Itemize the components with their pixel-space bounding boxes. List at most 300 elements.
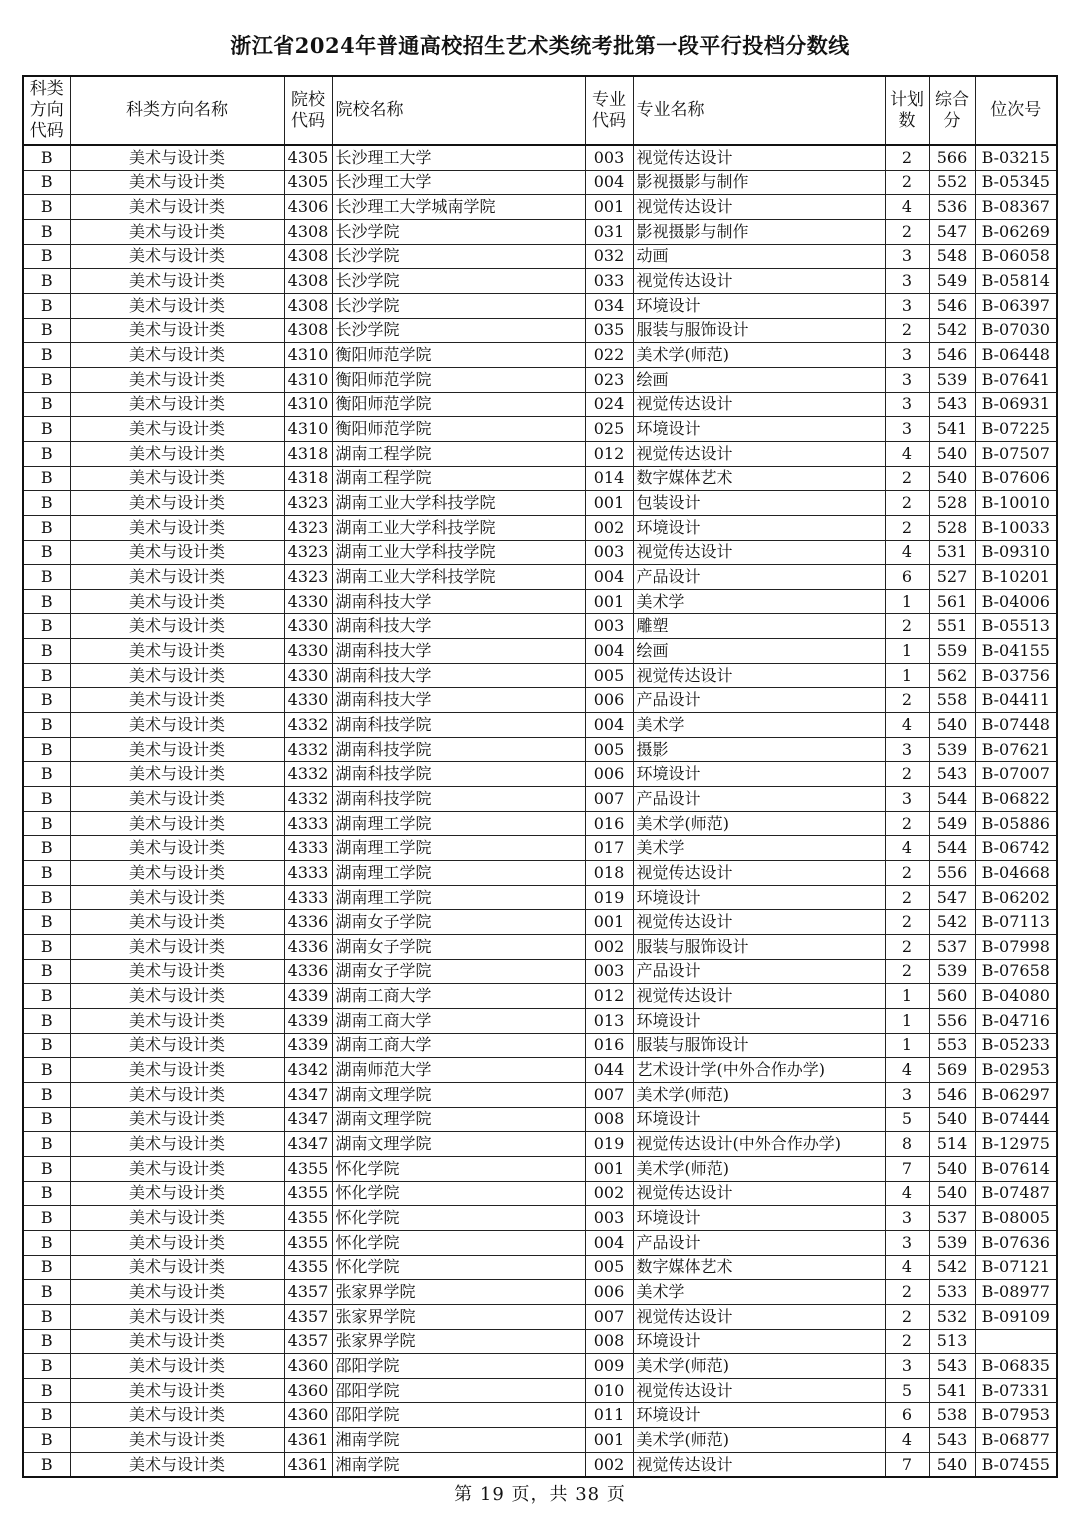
score-cell: 544 [929,836,975,861]
page-title: 浙江省2024年普通高校招生艺术类统考批第一段平行投档分数线 [230,33,850,58]
school-code-cell: 4330 [284,639,332,664]
school-code-cell: 4333 [284,811,332,836]
school-name-cell: 湖南工程学院 [332,466,585,491]
major-name-cell: 环境设计 [633,293,885,318]
dir-code-cell: B [23,293,70,318]
score-cell: 532 [929,1304,975,1329]
major-name-cell: 服装与服饰设计 [633,935,885,960]
score-table [22,75,1058,1478]
school-code-cell: 4342 [284,1058,332,1083]
score-cell: 531 [929,540,975,565]
dir-code-cell: B [23,639,70,664]
school-code-cell: 4308 [284,293,332,318]
dir-name-cell: 美术与设计类 [70,614,284,639]
school-name-cell: 怀化学院 [332,1255,585,1280]
dir-name-cell: 美术与设计类 [70,1255,284,1280]
dir-code-cell: B [23,1156,70,1181]
rank-cell: B-09109 [975,1304,1057,1329]
school-name-cell: 湖南科技大学 [332,688,585,713]
plan-cell: 2 [885,219,929,244]
table-row [23,614,1057,639]
table-row [23,984,1057,1009]
rank-cell: B-05513 [975,614,1057,639]
plan-cell: 6 [885,1403,929,1428]
major-name-cell: 产品设计 [633,787,885,812]
major-name-cell: 包装设计 [633,491,885,516]
school-name-cell: 长沙学院 [332,293,585,318]
school-name-cell: 衡阳师范学院 [332,417,585,442]
table-header [23,76,1057,145]
dir-code-cell: B [23,1033,70,1058]
plan-cell: 7 [885,1452,929,1477]
dir-code-cell: B [23,1428,70,1453]
school-name-cell: 湖南女子学院 [332,935,585,960]
school-name-cell: 湖南工业大学科技学院 [332,515,585,540]
plan-cell: 2 [885,935,929,960]
dir-code-cell: B [23,1329,70,1354]
school-name-cell: 湘南学院 [332,1428,585,1453]
dir-code-cell: B [23,491,70,516]
rank-cell: B-07444 [975,1107,1057,1132]
table-row [23,515,1057,540]
school-code-cell: 4310 [284,367,332,392]
dir-code-cell: B [23,811,70,836]
major-code-cell: 007 [585,787,633,812]
rank-cell: B-04716 [975,1008,1057,1033]
major-name-cell: 视觉传达设计 [633,663,885,688]
dir-name-cell: 美术与设计类 [70,1107,284,1132]
rank-cell: B-06058 [975,244,1057,269]
dir-code-cell: B [23,1255,70,1280]
plan-cell: 2 [885,959,929,984]
rank-cell: B-05233 [975,1033,1057,1058]
plan-cell: 2 [885,318,929,343]
dir-code-cell: B [23,589,70,614]
school-code-cell: 4330 [284,589,332,614]
school-code-cell: 4306 [284,195,332,220]
dir-code-cell: B [23,318,70,343]
rank-cell [975,1329,1057,1354]
major-code-cell: 001 [585,195,633,220]
major-name-cell: 环境设计 [633,1329,885,1354]
major-name-cell: 美术学(师范) [633,811,885,836]
major-name-cell: 产品设计 [633,1230,885,1255]
rank-cell: B-06448 [975,343,1057,368]
major-name-cell: 动画 [633,244,885,269]
major-code-cell: 005 [585,737,633,762]
table-row [23,885,1057,910]
dir-name-cell: 美术与设计类 [70,885,284,910]
major-name-cell: 产品设计 [633,959,885,984]
rank-cell: B-07621 [975,737,1057,762]
rank-cell: B-05345 [975,170,1057,195]
plan-cell: 2 [885,614,929,639]
major-code-cell: 003 [585,1206,633,1231]
plan-cell: 2 [885,1329,929,1354]
major-name-cell: 摄影 [633,737,885,762]
rank-cell: B-07658 [975,959,1057,984]
dir-name-cell: 美术与设计类 [70,244,284,269]
school-code-cell: 4357 [284,1304,332,1329]
dir-name-cell: 美术与设计类 [70,417,284,442]
school-name-cell: 长沙学院 [332,318,585,343]
school-name-cell: 湖南科技学院 [332,762,585,787]
header-major-name: 专业名称 [633,76,885,145]
rank-cell: B-07641 [975,367,1057,392]
dir-code-cell: B [23,663,70,688]
major-name-cell: 产品设计 [633,688,885,713]
rank-cell: B-05814 [975,269,1057,294]
rank-cell: B-10010 [975,491,1057,516]
table-row [23,318,1057,343]
score-cell: 559 [929,639,975,664]
rank-cell: B-12975 [975,1132,1057,1157]
school-name-cell: 湖南工商大学 [332,1008,585,1033]
dir-name-cell: 美术与设计类 [70,861,284,886]
table-row [23,589,1057,614]
major-code-cell: 022 [585,343,633,368]
dir-name-cell: 美术与设计类 [70,392,284,417]
score-cell: 537 [929,935,975,960]
plan-cell: 2 [885,885,929,910]
plan-cell: 5 [885,1378,929,1403]
table-body [23,145,1057,1477]
header-dir-name: 科类方向名称 [70,76,284,145]
school-code-cell: 4308 [284,219,332,244]
school-name-cell: 怀化学院 [332,1230,585,1255]
major-name-cell: 视觉传达设计 [633,1181,885,1206]
dir-name-cell: 美术与设计类 [70,836,284,861]
major-name-cell: 美术学 [633,589,885,614]
table-row [23,1304,1057,1329]
dir-code-cell: B [23,417,70,442]
dir-name-cell: 美术与设计类 [70,1428,284,1453]
table-row [23,170,1057,195]
score-cell: 549 [929,811,975,836]
plan-cell: 2 [885,910,929,935]
school-code-cell: 4310 [284,392,332,417]
dir-code-cell: B [23,269,70,294]
dir-code-cell: B [23,1403,70,1428]
table-row [23,244,1057,269]
score-cell: 543 [929,762,975,787]
score-cell: 539 [929,959,975,984]
rank-cell: B-03756 [975,663,1057,688]
dir-name-cell: 美术与设计类 [70,688,284,713]
table-row [23,1181,1057,1206]
table-row [23,1058,1057,1083]
score-cell: 540 [929,713,975,738]
school-code-cell: 4323 [284,515,332,540]
major-code-cell: 014 [585,466,633,491]
rank-cell: B-09310 [975,540,1057,565]
rank-cell: B-03215 [975,145,1057,170]
dir-name-cell: 美术与设计类 [70,1033,284,1058]
rank-cell: B-05886 [975,811,1057,836]
major-code-cell: 006 [585,688,633,713]
dir-code-cell: B [23,1181,70,1206]
table-row [23,1132,1057,1157]
dir-name-cell: 美术与设计类 [70,145,284,170]
major-code-cell: 002 [585,1452,633,1477]
school-name-cell: 邵阳学院 [332,1354,585,1379]
dir-name-cell: 美术与设计类 [70,713,284,738]
school-code-cell: 4355 [284,1230,332,1255]
dir-code-cell: B [23,762,70,787]
major-name-cell: 艺术设计学(中外合作办学) [633,1058,885,1083]
dir-code-cell: B [23,959,70,984]
major-code-cell: 003 [585,614,633,639]
major-name-cell: 环境设计 [633,885,885,910]
school-name-cell: 张家界学院 [332,1329,585,1354]
dir-code-cell: B [23,1354,70,1379]
school-code-cell: 4305 [284,170,332,195]
dir-code-cell: B [23,1107,70,1132]
score-cell: 540 [929,1452,975,1477]
plan-cell: 2 [885,145,929,170]
major-name-cell: 视觉传达设计 [633,1378,885,1403]
table-row [23,1033,1057,1058]
school-code-cell: 4360 [284,1378,332,1403]
plan-cell: 4 [885,441,929,466]
school-name-cell: 怀化学院 [332,1181,585,1206]
plan-cell: 2 [885,1304,929,1329]
score-cell: 558 [929,688,975,713]
major-name-cell: 视觉传达设计 [633,145,885,170]
major-name-cell: 数字媒体艺术 [633,466,885,491]
dir-name-cell: 美术与设计类 [70,787,284,812]
score-cell: 543 [929,1354,975,1379]
score-cell: 562 [929,663,975,688]
dir-code-cell: B [23,1206,70,1231]
school-name-cell: 张家界学院 [332,1280,585,1305]
dir-name-cell: 美术与设计类 [70,1082,284,1107]
table-row [23,663,1057,688]
school-name-cell: 张家界学院 [332,1304,585,1329]
school-code-cell: 4308 [284,269,332,294]
school-code-cell: 4339 [284,1008,332,1033]
major-code-cell: 004 [585,639,633,664]
plan-cell: 2 [885,1280,929,1305]
school-code-cell: 4357 [284,1280,332,1305]
score-cell: 543 [929,1428,975,1453]
dir-name-cell: 美术与设计类 [70,343,284,368]
school-name-cell: 湖南工业大学科技学院 [332,491,585,516]
dir-code-cell: B [23,1378,70,1403]
school-name-cell: 湖南工商大学 [332,1033,585,1058]
major-code-cell: 001 [585,1156,633,1181]
school-code-cell: 4357 [284,1329,332,1354]
major-name-cell: 美术学(师范) [633,1156,885,1181]
table-row [23,836,1057,861]
rank-cell: B-06742 [975,836,1057,861]
school-code-cell: 4330 [284,688,332,713]
score-cell: 561 [929,589,975,614]
plan-cell: 4 [885,540,929,565]
table-row [23,1452,1057,1477]
rank-cell: B-06297 [975,1082,1057,1107]
plan-cell: 1 [885,639,929,664]
major-code-cell: 004 [585,713,633,738]
school-code-cell: 4336 [284,935,332,960]
major-name-cell: 美术学 [633,1280,885,1305]
dir-code-cell: B [23,1230,70,1255]
dir-name-cell: 美术与设计类 [70,367,284,392]
rank-cell: B-06822 [975,787,1057,812]
score-cell: 542 [929,1255,975,1280]
rank-cell: B-07636 [975,1230,1057,1255]
table-row [23,1378,1057,1403]
major-name-cell: 环境设计 [633,762,885,787]
table-row [23,466,1057,491]
school-code-cell: 4360 [284,1354,332,1379]
school-name-cell: 湖南工业大学科技学院 [332,565,585,590]
dir-name-cell: 美术与设计类 [70,737,284,762]
major-code-cell: 008 [585,1329,633,1354]
school-code-cell: 4323 [284,540,332,565]
major-code-cell: 006 [585,1280,633,1305]
dir-name-cell: 美术与设计类 [70,1378,284,1403]
major-code-cell: 024 [585,392,633,417]
score-cell: 539 [929,737,975,762]
plan-cell: 6 [885,565,929,590]
major-code-cell: 011 [585,1403,633,1428]
dir-name-cell: 美术与设计类 [70,1206,284,1231]
plan-cell: 1 [885,589,929,614]
score-cell: 540 [929,1107,975,1132]
school-name-cell: 湖南科技大学 [332,589,585,614]
score-cell: 566 [929,145,975,170]
dir-code-cell: B [23,219,70,244]
dir-code-cell: B [23,1452,70,1477]
plan-cell: 3 [885,244,929,269]
rank-cell: B-07606 [975,466,1057,491]
score-cell: 542 [929,910,975,935]
score-cell: 514 [929,1132,975,1157]
table-row [23,737,1057,762]
dir-name-cell: 美术与设计类 [70,910,284,935]
table-row [23,1206,1057,1231]
table-row [23,1082,1057,1107]
header-plan: 计划数 [885,76,929,145]
dir-code-cell: B [23,910,70,935]
dir-name-cell: 美术与设计类 [70,466,284,491]
score-cell: 547 [929,219,975,244]
plan-cell: 4 [885,1255,929,1280]
school-name-cell: 湖南文理学院 [332,1107,585,1132]
header-school-name: 院校名称 [332,76,585,145]
school-code-cell: 4355 [284,1181,332,1206]
major-code-cell: 010 [585,1378,633,1403]
major-name-cell: 绘画 [633,639,885,664]
score-cell: 556 [929,1008,975,1033]
score-cell: 527 [929,565,975,590]
dir-code-cell: B [23,1132,70,1157]
dir-name-cell: 美术与设计类 [70,269,284,294]
score-cell: 540 [929,441,975,466]
school-name-cell: 怀化学院 [332,1156,585,1181]
plan-cell: 2 [885,688,929,713]
major-name-cell: 数字媒体艺术 [633,1255,885,1280]
school-name-cell: 邵阳学院 [332,1378,585,1403]
school-name-cell: 湖南文理学院 [332,1132,585,1157]
school-code-cell: 4336 [284,959,332,984]
school-code-cell: 4308 [284,318,332,343]
plan-cell: 2 [885,861,929,886]
school-name-cell: 长沙理工大学 [332,170,585,195]
table-row [23,565,1057,590]
school-code-cell: 4323 [284,491,332,516]
rank-cell: B-07448 [975,713,1057,738]
rank-cell: B-07998 [975,935,1057,960]
dir-code-cell: B [23,170,70,195]
dir-name-cell: 美术与设计类 [70,959,284,984]
plan-cell: 2 [885,491,929,516]
score-cell: 544 [929,787,975,812]
plan-cell: 3 [885,1230,929,1255]
school-name-cell: 衡阳师范学院 [332,392,585,417]
dir-name-cell: 美术与设计类 [70,491,284,516]
rank-cell: B-06202 [975,885,1057,910]
school-code-cell: 4332 [284,787,332,812]
school-code-cell: 4305 [284,145,332,170]
table-row [23,1403,1057,1428]
plan-cell: 3 [885,269,929,294]
school-code-cell: 4355 [284,1255,332,1280]
dir-code-cell: B [23,1304,70,1329]
dir-code-cell: B [23,441,70,466]
dir-code-cell: B [23,885,70,910]
score-cell: 536 [929,195,975,220]
major-name-cell: 产品设计 [633,565,885,590]
major-code-cell: 004 [585,1230,633,1255]
plan-cell: 3 [885,787,929,812]
rank-cell: B-06877 [975,1428,1057,1453]
dir-code-cell: B [23,787,70,812]
major-name-cell: 环境设计 [633,1403,885,1428]
score-cell: 539 [929,367,975,392]
table-row [23,1354,1057,1379]
major-name-cell: 影视摄影与制作 [633,219,885,244]
page-footer: 第 19 页，共 38 页 [454,1484,626,1505]
major-code-cell: 035 [585,318,633,343]
school-code-cell: 4333 [284,836,332,861]
dir-name-cell: 美术与设计类 [70,762,284,787]
plan-cell: 3 [885,737,929,762]
plan-cell: 3 [885,417,929,442]
school-code-cell: 4360 [284,1403,332,1428]
score-cell: 569 [929,1058,975,1083]
school-name-cell: 衡阳师范学院 [332,367,585,392]
table-row [23,935,1057,960]
rank-cell: B-08977 [975,1280,1057,1305]
table-row [23,269,1057,294]
rank-cell: B-02953 [975,1058,1057,1083]
major-code-cell: 012 [585,984,633,1009]
major-code-cell: 002 [585,1181,633,1206]
dir-name-cell: 美术与设计类 [70,565,284,590]
major-name-cell: 视觉传达设计 [633,910,885,935]
major-name-cell: 环境设计 [633,1107,885,1132]
school-code-cell: 4355 [284,1156,332,1181]
dir-code-cell: B [23,836,70,861]
dir-code-cell: B [23,195,70,220]
rank-cell: B-04006 [975,589,1057,614]
dir-name-cell: 美术与设计类 [70,1452,284,1477]
school-code-cell: 4355 [284,1206,332,1231]
plan-cell: 2 [885,762,929,787]
table-row [23,491,1057,516]
